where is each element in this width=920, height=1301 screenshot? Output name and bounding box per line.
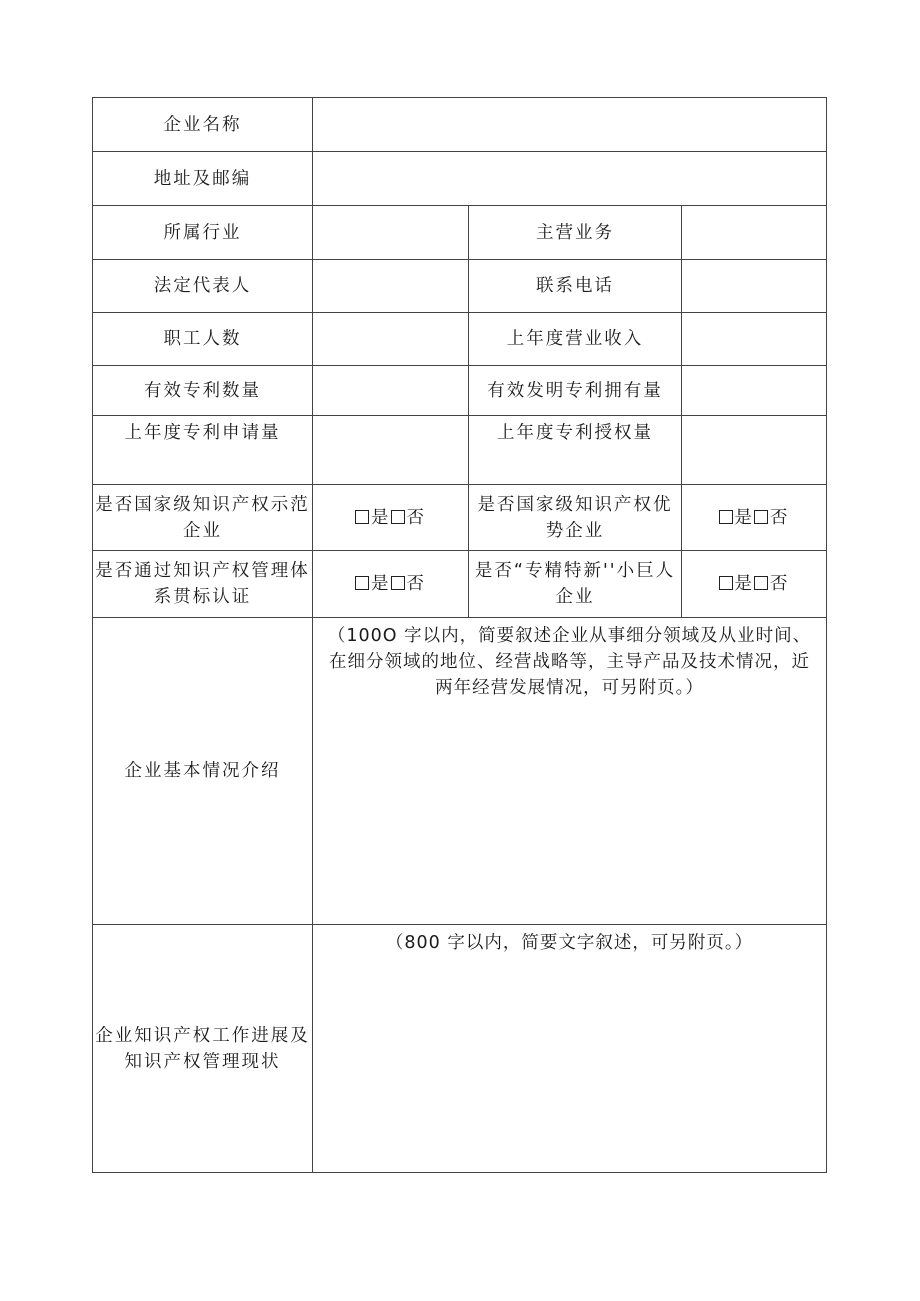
national-advantage-choice [682, 485, 827, 551]
ip-progress-label: 企业知识产权工作进展及知识产权管理现状 [93, 925, 313, 1173]
row-address [93, 152, 827, 206]
row-ip-progress [93, 925, 827, 1173]
row-industry [93, 206, 827, 260]
row-ip-mgmt-cert [93, 551, 827, 618]
company-name-field[interactable] [313, 98, 827, 152]
yes-label: 是 [371, 507, 391, 528]
valid-patents-field[interactable] [313, 366, 469, 416]
national-demo-label: 是否国家级知识产权示范企业 [93, 485, 313, 551]
basic-intro-note: （100O 字以内，简要叙述企业从事细分领域及从业时间、在细分领域的地位、经营战略等，主导产品及技术情况，近两年经营发展情况，可另附页。） [327, 626, 812, 698]
row-valid-patents [93, 366, 827, 416]
row-basic-intro [93, 618, 827, 925]
company-name-label: 企业名称 [93, 98, 313, 152]
yes-checkbox[interactable] [719, 510, 733, 524]
yes-checkbox[interactable] [719, 576, 733, 590]
row-legal-rep [93, 260, 827, 313]
no-label: 否 [406, 507, 426, 528]
employees-field[interactable] [313, 313, 469, 366]
industry-field[interactable] [313, 206, 469, 260]
yes-label: 是 [734, 507, 754, 528]
legal-rep-field[interactable] [313, 260, 469, 313]
no-checkbox[interactable] [391, 576, 405, 590]
basic-intro-field[interactable] [313, 618, 827, 925]
valid-patents-label: 有效专利数量 [93, 366, 313, 416]
row-employees [93, 313, 827, 366]
yes-label: 是 [734, 574, 754, 594]
address-label: 地址及邮编 [93, 152, 313, 206]
row-patent-apps [93, 416, 827, 485]
ip-mgmt-cert-label: 是否通过知识产权管理体系贯标认证 [93, 551, 313, 618]
patent-grants-field[interactable] [682, 416, 827, 485]
no-label: 否 [406, 574, 426, 594]
phone-label: 联系电话 [469, 260, 682, 313]
revenue-label: 上年度营业收入 [469, 313, 682, 366]
little-giant-label: 是否“专精特新''小巨人企业 [469, 551, 682, 618]
ip-mgmt-cert-choice [313, 551, 469, 618]
legal-rep-label: 法定代表人 [93, 260, 313, 313]
national-advantage-label: 是否国家级知识产权优势企业 [469, 485, 682, 551]
address-field[interactable] [313, 152, 827, 206]
little-giant-choice [682, 551, 827, 618]
no-label: 否 [770, 507, 790, 528]
no-label: 否 [770, 574, 790, 594]
yes-label: 是 [371, 574, 391, 594]
row-company-name [93, 98, 827, 152]
main-business-field[interactable] [682, 206, 827, 260]
valid-invention-patents-field[interactable] [682, 366, 827, 416]
application-form-table [92, 97, 827, 1173]
row-national-demo [93, 485, 827, 551]
national-demo-choice [313, 485, 469, 551]
no-checkbox[interactable] [754, 576, 768, 590]
patent-grants-label: 上年度专利授权量 [469, 416, 682, 485]
yes-checkbox[interactable] [355, 510, 369, 524]
phone-field[interactable] [682, 260, 827, 313]
main-business-label: 主营业务 [469, 206, 682, 260]
basic-intro-label: 企业基本情况介绍 [93, 618, 313, 925]
ip-progress-note: （800 字以内，简要文字叙述，可另附页。） [385, 933, 754, 953]
employees-label: 职工人数 [93, 313, 313, 366]
patent-apps-label: 上年度专利申请量 [93, 416, 313, 485]
no-checkbox[interactable] [754, 510, 768, 524]
no-checkbox[interactable] [391, 510, 405, 524]
revenue-field[interactable] [682, 313, 827, 366]
ip-progress-field[interactable] [313, 925, 827, 1173]
patent-apps-field[interactable] [313, 416, 469, 485]
industry-label: 所属行业 [93, 206, 313, 260]
yes-checkbox[interactable] [355, 576, 369, 590]
valid-invention-patents-label: 有效发明专利拥有量 [469, 366, 682, 416]
